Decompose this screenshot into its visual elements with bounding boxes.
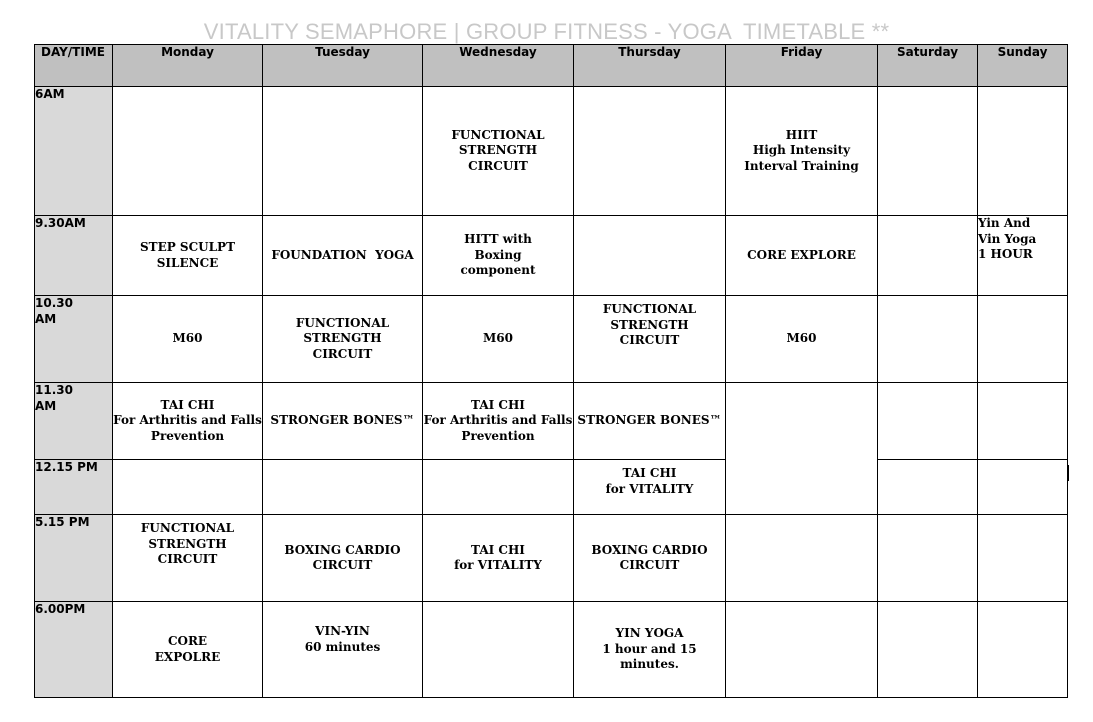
- class-line: Yin And: [978, 216, 1031, 230]
- class-line: TAI CHI: [622, 466, 677, 480]
- table-row-515pm: [35, 515, 1068, 602]
- class-cell-fri-600pm: [726, 602, 878, 698]
- class-cell-tue-1030am: [263, 296, 423, 383]
- class-line: Prevention: [150, 428, 225, 443]
- class-line: FUNCTIONAL: [140, 521, 235, 535]
- class-cell-sun-515pm: [978, 515, 1068, 602]
- class-line: CIRCUIT: [468, 158, 528, 173]
- class-cell-fri-1130am: [726, 383, 878, 515]
- class-cell-sun-930am: [978, 216, 1068, 296]
- class-line: VIN-YIN: [315, 624, 370, 638]
- class-line: STRONGER BONES™: [577, 413, 722, 428]
- class-line: High Intensity: [752, 143, 851, 158]
- class-line: FUNCTIONAL: [451, 127, 545, 142]
- class-line: BOXING CARDIO: [591, 542, 708, 557]
- table-row-1215pm: [35, 460, 1068, 515]
- class-cell-mon-1130am: [113, 383, 263, 460]
- class-line: TAI CHI: [471, 397, 525, 412]
- table-row-930am: [35, 216, 1068, 296]
- class-line: HITT with: [464, 232, 532, 247]
- class-cell-tue-515pm: [263, 515, 423, 602]
- class-cell-wed-600pm: [423, 602, 574, 698]
- class-line: for VITALITY: [605, 481, 694, 496]
- class-cell-sun-600pm: [978, 602, 1068, 698]
- text-cursor-mark: [1068, 465, 1069, 481]
- class-cell-sun-1030am: [978, 296, 1068, 383]
- header-day-time: DAY/TIME: [35, 45, 113, 87]
- page-title: VITALITY SEMAPHORE | GROUP FITNESS - YOGA TIMETABLE **: [203, 19, 890, 44]
- class-cell-sat-1215pm: [878, 460, 978, 515]
- class-line: CIRCUIT: [312, 558, 373, 572]
- class-line: CIRCUIT: [157, 552, 218, 566]
- time-text: 11.30 AM: [35, 383, 73, 413]
- class-cell-mon-515pm: [113, 515, 263, 602]
- table-row-1130am: [35, 383, 1068, 460]
- time-label-515pm: 5.15 PM: [35, 515, 113, 602]
- class-cell-wed-1215pm: [423, 460, 574, 515]
- class-cell-wed-1030am: [423, 296, 574, 383]
- class-cell-wed-930am: [423, 216, 574, 296]
- class-line: CORE: [167, 634, 208, 648]
- class-cell-mon-1215pm: [113, 460, 263, 515]
- class-cell-wed-6am: [423, 87, 574, 216]
- class-cell-sat-1130am: [878, 383, 978, 460]
- class-cell-thu-930am: [574, 216, 726, 296]
- header-wednesday: Wednesday: [423, 45, 574, 87]
- class-cell-fri-930am: [726, 216, 878, 296]
- class-line: M60: [483, 331, 513, 346]
- class-line: STRENGTH: [303, 331, 382, 346]
- class-line: Boxing: [474, 247, 522, 262]
- class-line: TAI CHI: [160, 397, 215, 412]
- class-line: 60 minutes: [304, 639, 381, 654]
- class-cell-mon-600pm: [113, 602, 263, 698]
- class-line: For Arthritis and Falls: [113, 413, 262, 428]
- class-cell-mon-6am: [113, 87, 263, 216]
- time-label-6am: 6AM: [35, 87, 113, 216]
- class-line: BOXING CARDIO: [284, 542, 401, 557]
- class-cell-sun-6am: [978, 87, 1068, 216]
- class-line: HIIT: [785, 127, 818, 142]
- table-row-1030am: [35, 296, 1068, 383]
- class-line: 1 HOUR: [978, 247, 1033, 261]
- table-row-600pm: [35, 602, 1068, 698]
- class-line: CORE EXPLORE: [747, 247, 856, 262]
- class-cell-sun-1215pm: [978, 460, 1068, 515]
- class-line: Prevention: [461, 428, 535, 443]
- class-line: Interval Training: [744, 158, 859, 173]
- class-cell-fri-6am: [726, 87, 878, 216]
- class-cell-tue-600pm: [263, 602, 423, 698]
- class-cell-thu-1215pm: [574, 460, 726, 515]
- class-cell-wed-1130am: [423, 383, 574, 460]
- class-line: FOUNDATION YOGA: [271, 247, 414, 262]
- table-row-6am: [35, 87, 1068, 216]
- class-line: SILENCE: [156, 255, 219, 270]
- class-line: minutes.: [620, 657, 679, 672]
- class-line: EXPOLRE: [154, 649, 221, 664]
- class-cell-mon-1030am: [113, 296, 263, 383]
- class-cell-sat-515pm: [878, 515, 978, 602]
- class-line: STRENGTH: [458, 143, 538, 158]
- header-saturday: Saturday: [878, 45, 978, 87]
- class-line: CIRCUIT: [619, 558, 680, 572]
- class-line: Vin Yoga: [978, 231, 1037, 246]
- class-cell-sat-1030am: [878, 296, 978, 383]
- class-line: STRENGTH: [610, 317, 689, 332]
- class-cell-thu-515pm: [574, 515, 726, 602]
- time-label-600pm: 6.00PM: [35, 602, 113, 698]
- class-line: for VITALITY: [454, 558, 542, 572]
- header-thursday: Thursday: [574, 45, 726, 87]
- class-cell-fri-515pm: [726, 515, 878, 602]
- class-line: FUNCTIONAL: [295, 315, 390, 330]
- time-label-930am: 9.30AM: [35, 216, 113, 296]
- class-line: 1 hour and 15: [602, 641, 697, 656]
- header-friday: Friday: [726, 45, 878, 87]
- class-cell-sat-6am: [878, 87, 978, 216]
- class-cell-thu-6am: [574, 87, 726, 216]
- class-line: STRENGTH: [148, 536, 227, 551]
- class-line: YIN YOGA: [615, 626, 684, 641]
- class-line: STRONGER BONES™: [270, 413, 415, 428]
- class-line: For Arthritis and Falls: [423, 413, 573, 428]
- class-cell-thu-1130am: [574, 383, 726, 460]
- class-cell-tue-1215pm: [263, 460, 423, 515]
- class-line: CIRCUIT: [312, 346, 373, 361]
- class-cell-sat-600pm: [878, 602, 978, 698]
- class-line: component: [460, 263, 536, 278]
- class-line: STEP SCULPT: [139, 240, 235, 254]
- class-cell-tue-6am: [263, 87, 423, 216]
- class-line: M60: [786, 331, 817, 346]
- time-text: 10.30 AM: [35, 296, 73, 326]
- header-row: [35, 45, 1068, 87]
- timetable: [34, 44, 1068, 698]
- time-label-1130am: [35, 383, 113, 460]
- class-cell-tue-930am: [263, 216, 423, 296]
- class-line: TAI CHI: [471, 542, 525, 557]
- header-monday: Monday: [113, 45, 263, 87]
- class-cell-fri-1030am: [726, 296, 878, 383]
- class-line: CIRCUIT: [619, 333, 680, 347]
- time-label-1215pm: 12.15 PM: [35, 460, 113, 515]
- class-cell-sat-930am: [878, 216, 978, 296]
- class-cell-mon-930am: [113, 216, 263, 296]
- class-cell-thu-600pm: [574, 602, 726, 698]
- header-sunday: Sunday: [978, 45, 1068, 87]
- class-line: M60: [172, 331, 203, 346]
- class-cell-thu-1030am: [574, 296, 726, 383]
- time-label-1030am: [35, 296, 113, 383]
- class-cell-sun-1130am: [978, 383, 1068, 460]
- class-cell-wed-515pm: [423, 515, 574, 602]
- header-tuesday: Tuesday: [263, 45, 423, 87]
- class-cell-tue-1130am: [263, 383, 423, 460]
- class-line: FUNCTIONAL: [602, 302, 697, 316]
